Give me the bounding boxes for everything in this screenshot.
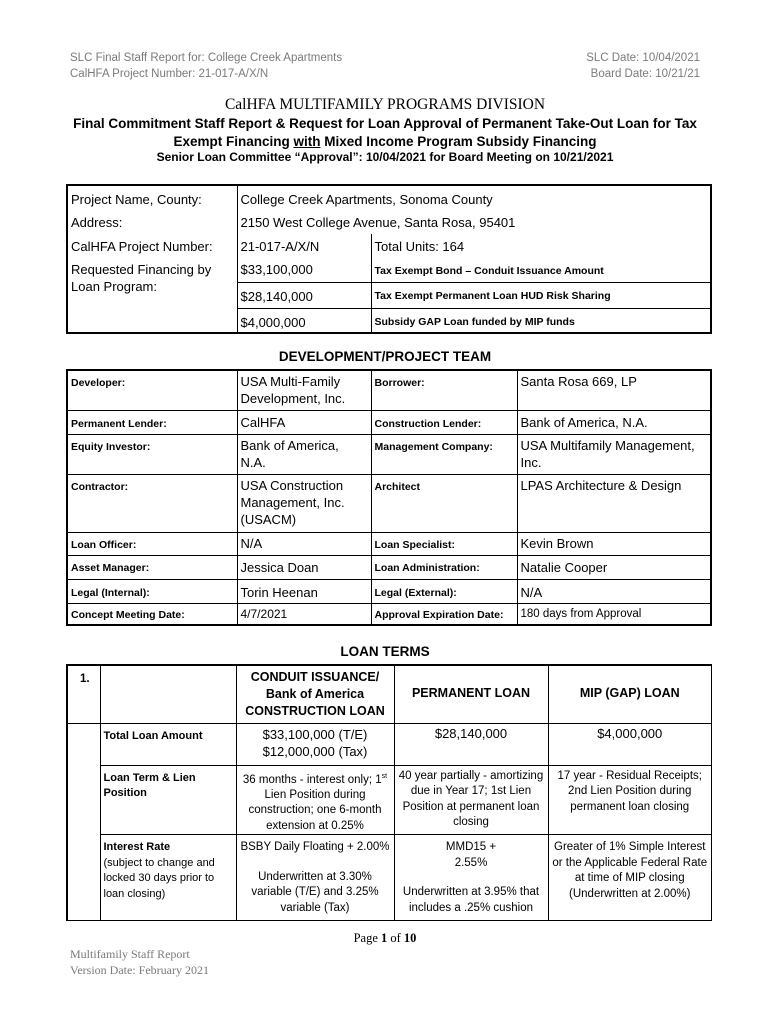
rate-conduit	[236, 835, 394, 921]
asset-manager-value: Jessica Doan	[237, 555, 371, 579]
interest-rate-label: Interest Rate	[103, 841, 171, 854]
loan-officer-value: N/A	[237, 532, 371, 555]
header-left	[70, 50, 342, 82]
rate-mip: Greater of 1% Simple Interest or the Applicable Federal Rate at time of MIP closing (Underwritten at 2.00%)	[548, 835, 712, 921]
legal-external-value: N/A	[517, 579, 711, 603]
project-name-label: Project Name, County:	[71, 192, 202, 207]
term-conduit	[236, 765, 394, 835]
rate-conduit-index: BSBY Daily Floating + 2.00%	[240, 841, 390, 854]
table-row	[67, 723, 712, 765]
financing-amount: $33,100,000	[237, 257, 371, 282]
address-value: 2150 West College Avenue, Santa Rosa, 95401	[237, 210, 711, 234]
term-conduit-sup: st	[381, 772, 388, 780]
page-of: of	[387, 931, 404, 945]
interest-rate-note: (subject to change and locked 30 days prior to loan closing)	[103, 856, 215, 900]
committee-approval-line: Senior Loan Committee “Approval”: 10/04/2021 for Board Meeting on 10/21/2021	[156, 150, 614, 164]
term-conduit-pre: 36 months - interest only; 1	[242, 773, 382, 786]
equity-investor-label: Equity Investor:	[67, 434, 237, 474]
title-line2-pre: Exempt Financing	[173, 134, 294, 149]
footer-report-name: Multifamily Staff Report	[70, 947, 190, 961]
col-conduit-construction: CONDUIT ISSUANCE/ Bank of America CONSTRUCTION LOAN	[236, 665, 394, 723]
financing-description: Tax Exempt Permanent Loan HUD Risk Sharing	[371, 282, 711, 308]
page-number	[0, 931, 770, 946]
contractor-value: USA Construction Management, Inc. (USACM)	[237, 474, 371, 532]
financing-amount: $4,000,000	[237, 308, 371, 333]
total-loan-amount-label: Total Loan Amount	[100, 723, 236, 765]
table-row	[67, 765, 712, 835]
loan-number: 1.	[80, 673, 90, 685]
developer-value: USA Multi-Family Development, Inc.	[237, 370, 371, 410]
loan-administration-label: Loan Administration:	[371, 555, 517, 579]
header-report-title: SLC Final Staff Report for: College Creek Apartments	[70, 52, 343, 64]
equity-investor-value: Bank of America, N.A.	[237, 434, 371, 474]
amount-te: $33,100,000 (T/E)	[262, 726, 368, 742]
loan-specialist-value: Kevin Brown	[517, 532, 711, 555]
report-title-line2	[0, 133, 770, 151]
permanent-lender-value: CalHFA	[237, 410, 371, 434]
rate-permanent	[394, 835, 548, 921]
management-company-label: Management Company:	[371, 434, 517, 474]
interest-rate-cell	[100, 835, 236, 921]
amount-mip: $4,000,000	[548, 723, 712, 765]
amount-permanent: $28,140,000	[394, 723, 548, 765]
legal-internal-label: Legal (Internal):	[67, 579, 237, 603]
loan-header-blank	[100, 665, 236, 723]
title-line2-post: Mixed Income Program Subsidy Financing	[320, 134, 597, 149]
financing-description: Tax Exempt Bond – Conduit Issuance Amount	[371, 257, 711, 282]
table-row	[67, 370, 711, 410]
approval-expiration-label: Approval Expiration Date:	[371, 603, 517, 625]
table-row	[67, 603, 711, 625]
team-heading: DEVELOPMENT/PROJECT TEAM	[278, 349, 492, 364]
rate-conduit-underwritten: Underwritten at 3.30% variable (T/E) and 3.25% variable (Tax)	[251, 870, 379, 914]
table-row	[67, 579, 711, 603]
construction-lender-label: Construction Lender:	[371, 410, 517, 434]
amount-conduit	[236, 723, 394, 765]
col-permanent-loan: PERMANENT LOAN	[394, 665, 548, 723]
term-mip: 17 year - Residual Receipts; 2nd Lien Position during permanent loan closing	[548, 765, 712, 835]
footer-version	[70, 946, 209, 978]
legal-external-label: Legal (External):	[371, 579, 517, 603]
header-right	[586, 50, 700, 82]
title-line2-with: with	[293, 134, 321, 149]
borrower-label: Borrower:	[371, 370, 517, 410]
table-row	[67, 434, 711, 474]
page-total: 10	[403, 931, 417, 945]
address-label: Address:	[71, 215, 123, 230]
contractor-label: Contractor:	[67, 474, 237, 532]
financing-amount: $28,140,000	[237, 282, 371, 308]
table-row	[67, 474, 711, 532]
architect-label: Architect	[371, 474, 517, 532]
footer-version-date: Version Date: February 2021	[70, 963, 209, 977]
project-team-table	[66, 369, 712, 626]
division-title: CalHFA MULTIFAMILY PROGRAMS DIVISION	[224, 96, 546, 113]
page-pre: Page	[353, 931, 381, 945]
borrower-value: Santa Rosa 669, LP	[517, 370, 711, 410]
financing-description: Subsidy GAP Loan funded by MIP funds	[371, 308, 711, 333]
architect-value: LPAS Architecture & Design	[517, 474, 711, 532]
permanent-lender-label: Permanent Lender:	[67, 410, 237, 434]
rate-permanent-spread: 2.55%	[454, 856, 488, 869]
rate-permanent-index: MMD15 +	[445, 841, 497, 854]
header-board-date: Board Date: 10/21/21	[590, 68, 700, 80]
loan-administration-value: Natalie Cooper	[517, 555, 711, 579]
page-current: 1	[381, 931, 388, 945]
requested-financing-label: Requested Financing by Loan Program:	[71, 262, 212, 294]
header-slc-date: SLC Date: 10/04/2021	[586, 52, 700, 64]
loan-term-label: Loan Term & Lien Position	[100, 765, 236, 835]
asset-manager-label: Asset Manager:	[67, 555, 237, 579]
management-company-value: USA Multifamily Management, Inc.	[517, 434, 711, 474]
term-permanent: 40 year partially - amortizing due in Year 17; 1st Lien Position at permanent loan closing	[394, 765, 548, 835]
loan-terms-table	[66, 664, 712, 921]
loan-specialist-label: Loan Specialist:	[371, 532, 517, 555]
table-row	[67, 665, 712, 723]
project-name-value: College Creek Apartments, Sonoma County	[237, 185, 711, 210]
amount-tax: $12,000,000 (Tax)	[262, 743, 368, 759]
project-number-value: 21-017-A/X/N	[237, 234, 371, 257]
table-row	[67, 410, 711, 434]
col-mip-gap-loan: MIP (GAP) LOAN	[548, 665, 712, 723]
report-title	[0, 115, 770, 151]
concept-meeting-value: 4/7/2021	[237, 603, 371, 625]
report-title-line1: Final Commitment Staff Report & Request for Loan Approval of Permanent Take-Out Loan for Tax	[73, 116, 697, 131]
loan-number-blank	[67, 723, 100, 921]
table-row	[67, 532, 711, 555]
project-info-table	[66, 184, 712, 334]
loan-terms-heading: LOAN TERMS	[340, 644, 430, 659]
construction-lender-value: Bank of America, N.A.	[517, 410, 711, 434]
rate-permanent-underwritten: Underwritten at 3.95% that includes a .25% cushion	[402, 886, 540, 914]
total-units: Total Units: 164	[371, 234, 711, 257]
developer-label: Developer:	[67, 370, 237, 410]
legal-internal-value: Torin Heenan	[237, 579, 371, 603]
loan-officer-label: Loan Officer:	[67, 532, 237, 555]
concept-meeting-label: Concept Meeting Date:	[67, 603, 237, 625]
project-number-label: CalHFA Project Number:	[71, 239, 213, 254]
term-conduit-post: Lien Position during construction; one 6-month extension at 0.25%	[248, 788, 382, 832]
approval-expiration-value: 180 days from Approval	[517, 603, 711, 625]
header-project-number: CalHFA Project Number: 21-017-A/X/N	[70, 68, 269, 80]
table-row	[67, 835, 712, 921]
table-row	[67, 555, 711, 579]
